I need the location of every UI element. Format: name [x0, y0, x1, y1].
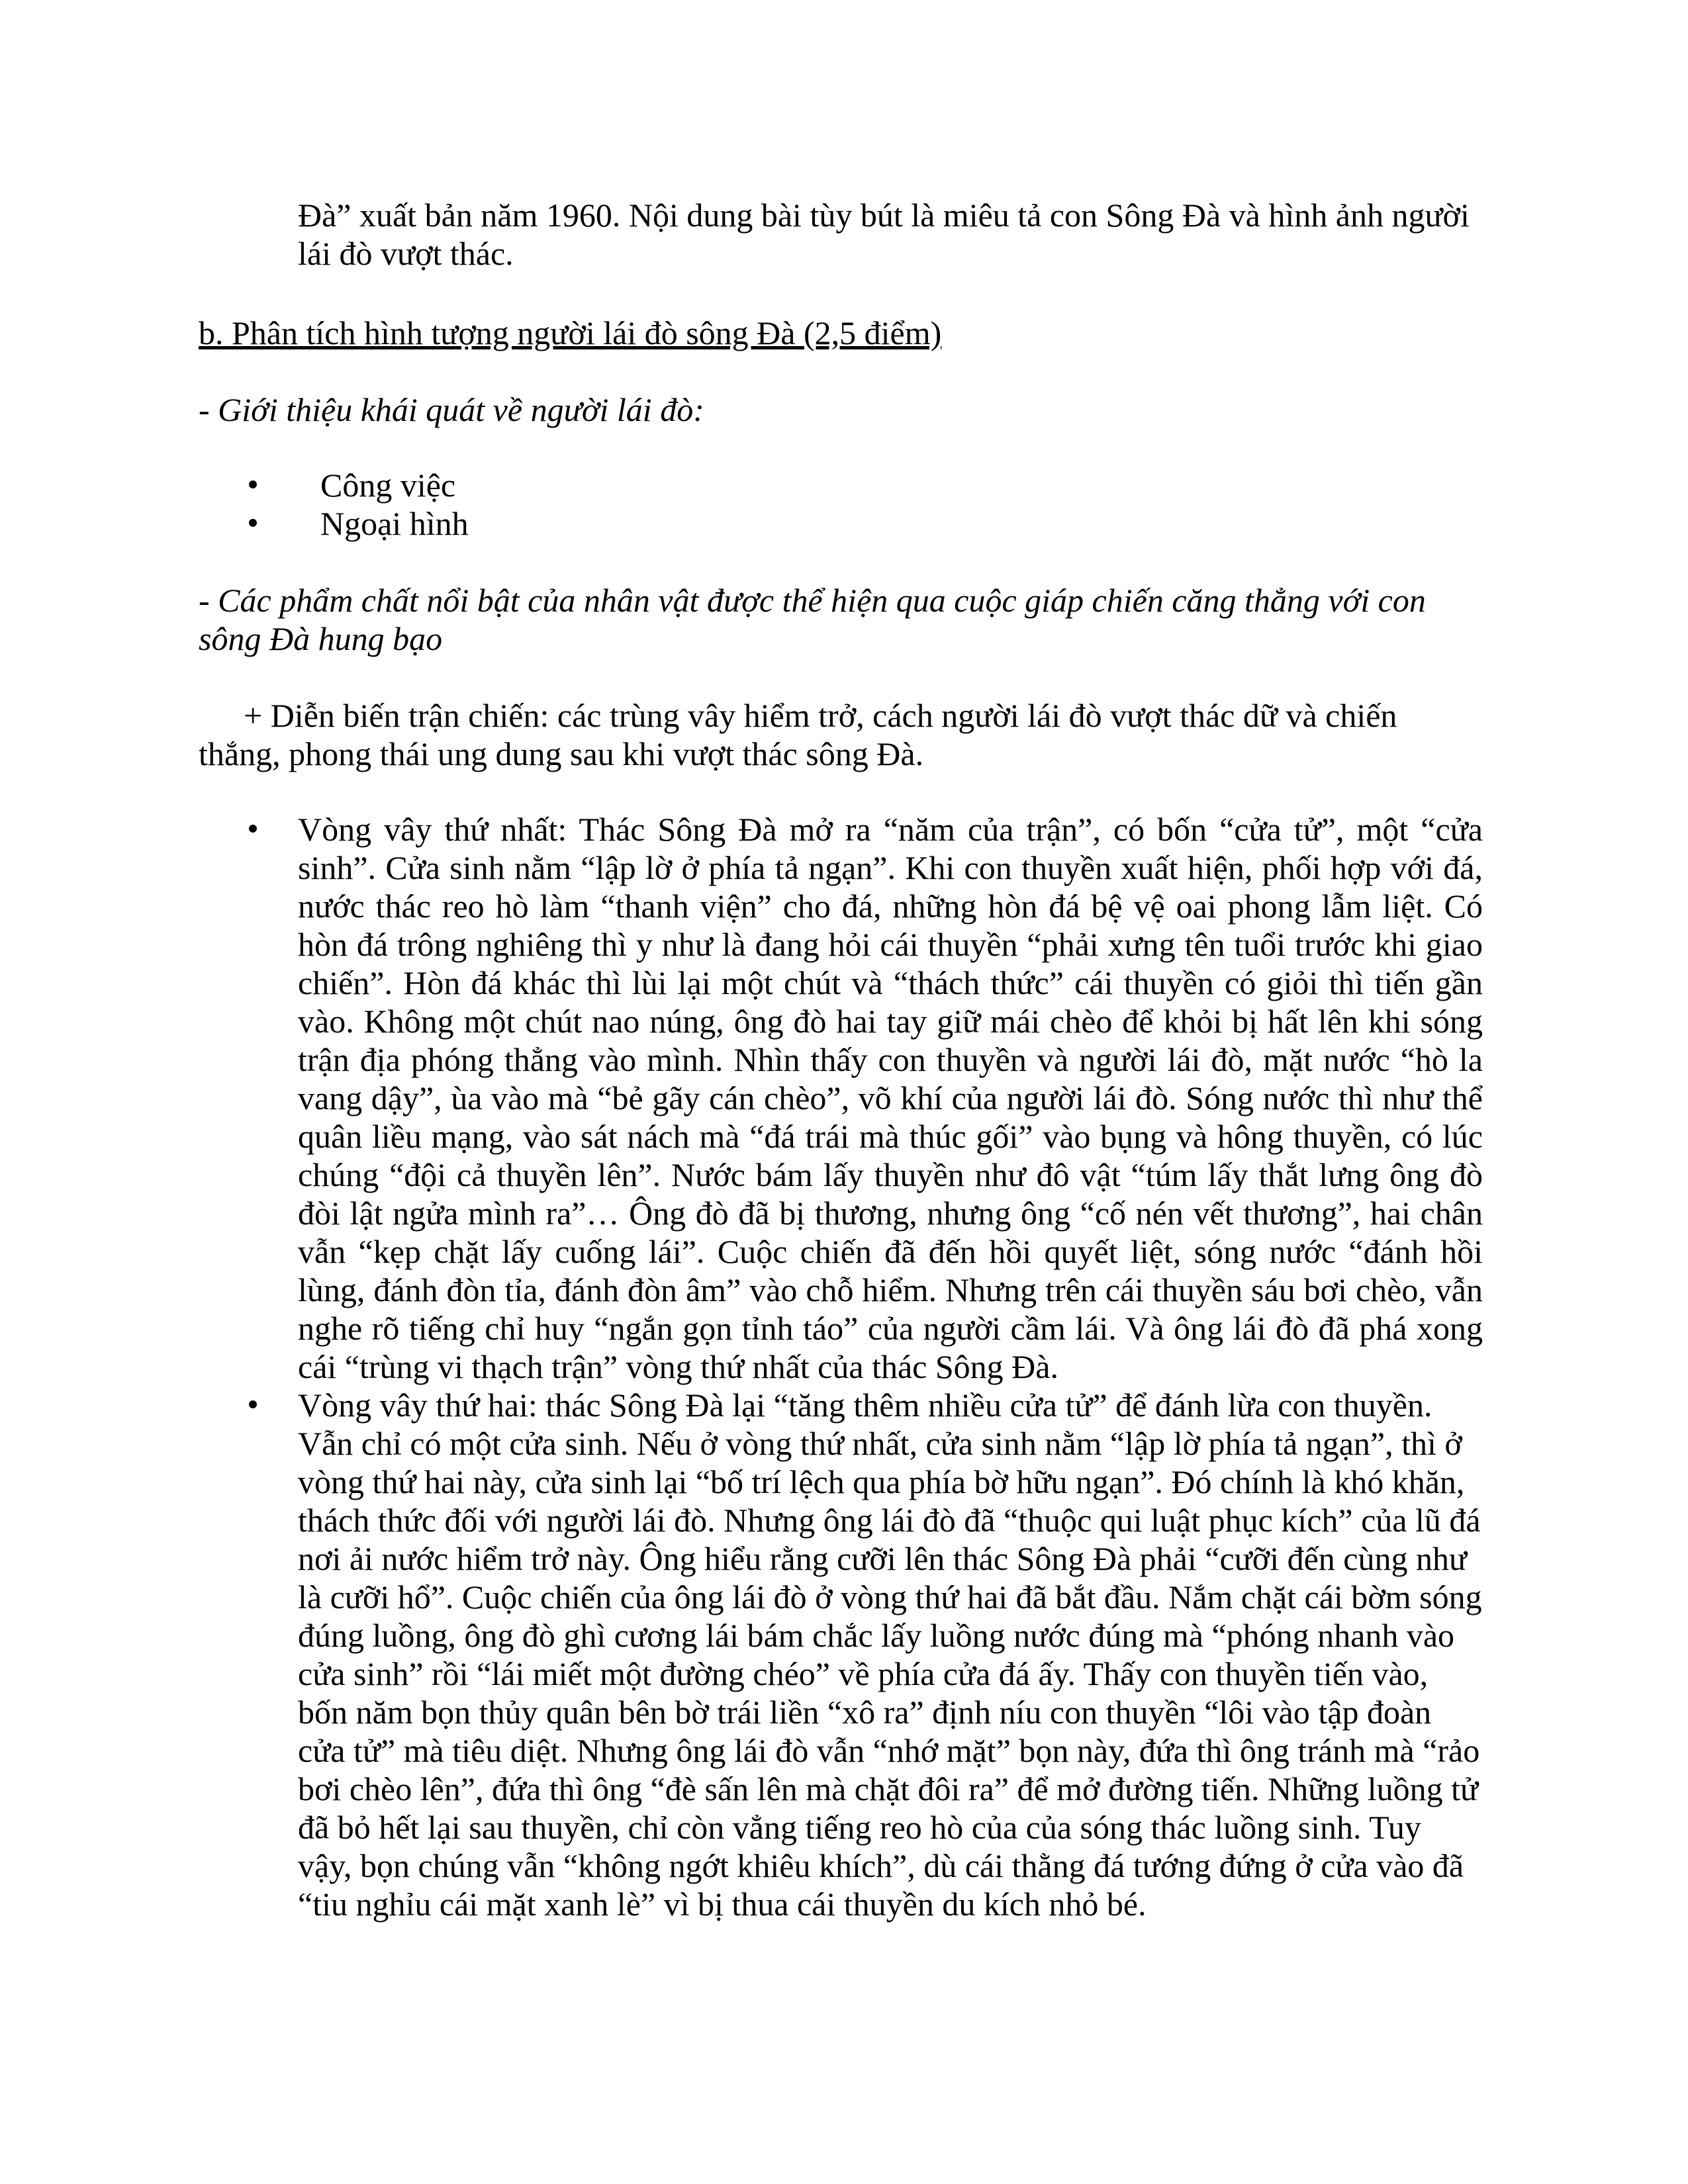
bullet-icon	[249, 1400, 257, 1408]
bullet-icon	[249, 480, 257, 488]
section-b-heading: b. Phân tích hình tượng người lái đò sông Đà (2,5 điểm)	[199, 314, 942, 351]
battle-summary: + Diễn biến trận chiến: các trùng vây hiểm trở, cách người lái đò vượt thác dữ và chiến thắng, phong thái ung dung sau khi vượt thác sông Đà.	[199, 697, 1397, 772]
list-item-label: Công việc	[320, 467, 456, 504]
list-item	[242, 1386, 1483, 1923]
bullet-icon	[249, 519, 257, 527]
list-item-label: Ngoại hình	[320, 505, 469, 542]
overview-list	[242, 466, 469, 543]
round-two-text: Vòng vây thứ hai: thác Sông Đà lại “tăng thêm nhiều cửa tử” để đánh lừa con thuyền. Vẫn chỉ có một cửa sinh. Nếu ở vòng thứ nhất, cửa sinh nằm “lập lờ phía tả ngạn”, thì ở vòng thứ hai này, cửa sinh lại “bố trí lệch qua phía bờ hữu ngạn”. Đó chính là khó khăn, thách thức đối với người lái đò. Nhưng ông lái đò đã “thuộc qui luật phục kích” của lũ đá nơi ải nước hiểm trở này. Ông hiểu rằng cưỡi lên thác Sông Đà phải “cưỡi đến cùng như là cưỡi hổ”. Cuộc chiến của ông lái đò ở vòng thứ hai đã bắt đầu. Nắm chặt cái bờm sóng đúng luồng, ông đò ghì cương lái bám chắc lấy luồng nước đúng mà “phóng nhanh vào cửa sinh” rồi “lái miết một đường chéo” về phía cửa đá ấy. Thấy con thuyền tiến vào, bốn năm bọn thủy quân bên bờ trái liền “xô ra” định níu con thuyền “lôi vào tập đoàn cửa tử” mà tiêu diệt. Nhưng ông lái đò vẫn “nhớ mặt” bọn này, đứa thì ông tránh mà “rảo bơi chèo lên”, đứa thì ông “đè sấn lên mà chặt đôi ra” để mở đường tiến. Những luồng tử đã bỏ hết lại sau thuyền, chỉ còn vẳng tiếng reo hò của của sóng thác luồng sinh. Tuy vậy, bọn chúng vẫn “không ngớt khiêu khích”, dù cái thằng đá tướng đứng ở cửa vào đã “tiu nghỉu cái mặt xanh lè” vì bị thua cái thuyền du kích nhỏ bé.	[298, 1387, 1482, 1923]
round-one-text: Vòng vây thứ nhất: Thác Sông Đà mở ra “năm của trận”, có bốn “cửa tử”, một “cửa sinh”. Cửa sinh nằm “lập lờ ở phía tả ngạn”. Khi con thuyền xuất hiện, phối hợp với đá, nước thác reo hò làm “thanh viện” cho đá, những hòn đá bệ vệ oai phong lẫm liệt. Có hòn đá trông nghiêng thì y như là đang hỏi cái thuyền “phải xưng tên tuổi trước khi giao chiến”. Hòn đá khác thì lùi lại một chút và “thách thức” cái thuyền có giỏi thì tiến gần vào. Không một chút nao núng, ông đò hai tay giữ mái chèo để khỏi bị hất lên khi sóng trận địa phóng thẳng vào mình. Nhìn thấy con thuyền và người lái đò, mặt nước “hò la vang dậy”, ùa vào mà “bẻ gãy cán chèo”, võ khí của người lái đò. Sóng nước thì như thể quân liều mạng, vào sát nách mà “đá trái mà thúc gối” vào bụng và hông thuyền, có lúc chúng “đội cả thuyền lên”. Nước bám lấy thuyền như đô vật “túm lấy thắt lưng ông đò đòi lật ngửa mình ra”… Ông đò đã bị thương, nhưng ông “cố nén vết thương”, hai chân vẫn “kẹp chặt lấy cuống lái”. Cuộc chiến đã đến hồi quyết liệt, sóng nước “đánh hồi lùng, đánh đòn tỉa, đánh đòn âm” vào chỗ hiểm. Nhưng trên cái thuyền sáu bơi chèo, vẫn nghe rõ tiếng chỉ huy “ngắn gọn tỉnh táo” của người cầm lái. Và ông lái đò đã phá xong cái “trùng vi thạch trận” vòng thứ nhất của thác Sông Đà.	[298, 811, 1483, 1385]
bullet-icon	[249, 825, 257, 833]
list-item	[242, 466, 469, 504]
qualities-heading: - Các phẩm chất nổi bật của nhân vật được thể hiện qua cuộc giáp chiến căng thẳng với con sông Đà hung bạo	[199, 582, 1426, 657]
battle-rounds-list	[242, 810, 1483, 1923]
intro-paragraph: Đà” xuất bản năm 1960. Nội dung bài tùy bút là miêu tả con Sông Đà và hình ảnh người lái đò vượt thác.	[298, 197, 1470, 272]
list-item	[242, 504, 469, 543]
list-item	[242, 810, 1483, 1386]
overview-heading: - Giới thiệu khái quát về người lái đò:	[199, 391, 704, 428]
